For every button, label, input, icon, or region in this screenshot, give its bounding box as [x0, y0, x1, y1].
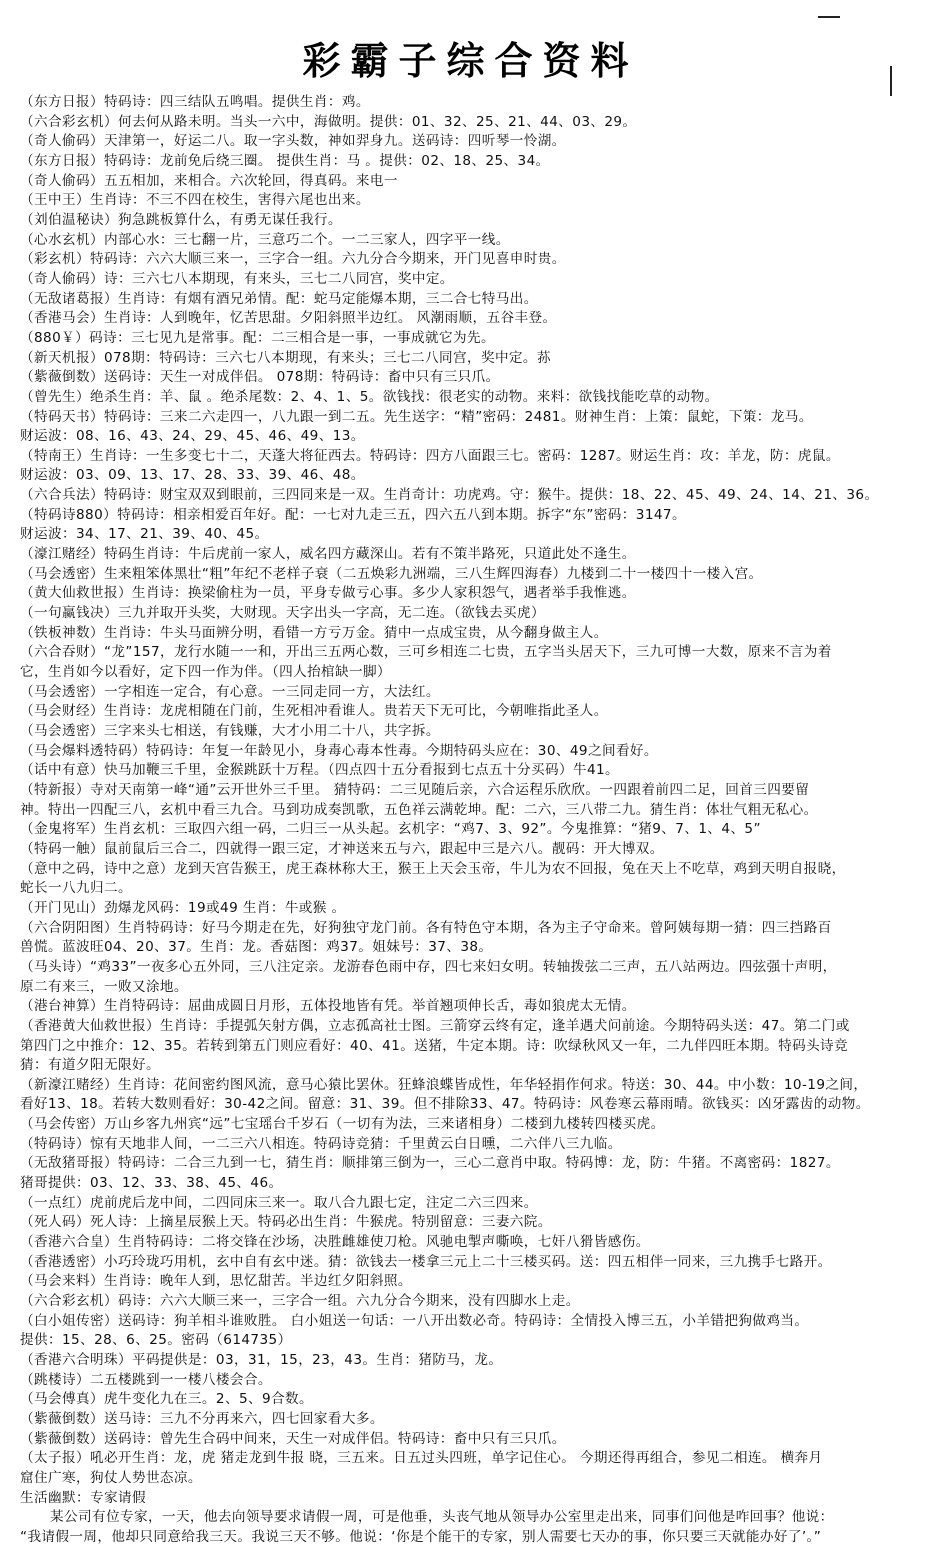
text-line: （特码诗880）特码诗：相亲相爱百年好。配：一七对九走三五，四六五八到本期。拆字“东”密码：3147。	[20, 506, 686, 523]
corner-mark	[818, 16, 840, 18]
text-line: （六合兵法）特码诗：财宝双双到眼前，三四同来是一双。生肖奇计：功虎鸡。守：猴牛。提供：18、22、45、49、24、14、21、36。	[20, 487, 879, 504]
text-line: 财运波：34、17、21、39、40、45。	[20, 526, 269, 543]
text-line: 生活幽默：专家请假	[20, 1489, 146, 1506]
text-line: （紫薇倒数）送码诗：曾先生合码中间来，天生一对成伴侣。特码诗：畜中只有三只爪。	[20, 1430, 566, 1447]
text-line: （马会透密）生来粗笨体黑壮“粗”年纪不老样子衰（二五焕彩九洲端，三八生辉四海春）九楼到二十一楼四十一楼入宫。	[20, 565, 763, 582]
text-line: （香港马会）生肖诗：人到晚年，忆苦思甜。夕阳斜照半边红。 风潮雨顺，五谷丰登。	[20, 310, 557, 327]
text-line: （马头诗）“鸡33”一夜多心五外同，三八注定亲。龙游春色雨中存，四七来妇女明。转轴拨弦二三声，五八站两边。四弦强十声明，	[20, 958, 837, 975]
text-line: （彩玄机）特码诗：六六大顺三来一，三字合一组。六九分合今期来，开门见喜申时贵。	[20, 251, 566, 268]
text-line: （六合阴阳图）生肖特码诗：好马今期走在先，好狗独守龙门前。各有特色守本期，各为主子守命来。曾阿姨每期一猜：四三挡路百	[20, 919, 832, 936]
text-line: （一句赢钱决）三九并取开头奖，大财现。天字出头一字高，无二连。（欲钱去买虎）	[20, 605, 545, 622]
document-title: 彩霸子综合资料	[302, 38, 639, 83]
text-line: （特码一触）鼠前鼠后三合二，四就得一跟三定，才神送来五与六，跟起中三是六八。靓码：开大博双。	[20, 840, 664, 857]
text-line: （特码诗）惊有天地非人间，一二三六八相连。特码诗竞猜：千里黄云白日曛，二六伴八三九临。	[20, 1135, 622, 1152]
text-line: （香港六合明珠）平码提供是：03，31，15，23，43。生肖：猪防马，龙。	[20, 1352, 503, 1368]
text-line: （马会传密）万山乡客九州宾“远”七宝瑶台千岁石（一切有为法，三来诸相身）二楼到九楼转四楼买虎。	[20, 1116, 665, 1133]
text-line: 提供：15、28、6、25。密码（614735）	[20, 1332, 292, 1349]
text-line: （金鬼将军）生肖玄机：三取四六组一码，二归三一从头起。玄机字：“鸡7、3、92”。今鬼推算：“猪9、7、1、4、5”	[20, 821, 761, 838]
text-line: （东方日报）特码诗：龙前免后绕三圈。 提供生肖：马 。提供：02、18、25、34。	[20, 152, 550, 169]
text-line: （铁板神数）生肖诗：牛头马面辨分明，看错一方亏万金。猜中一点成宝贵，从今翻身做主人。	[20, 624, 608, 641]
document-body	[20, 93, 925, 1548]
text-line: （曾先生）绝杀生肖：羊、鼠 。绝杀尾数：2、4、1、5。欲钱找：很老实的动物。来料：欲钱找能吃草的动物。	[20, 388, 719, 405]
text-line: （濠江赌经）特码生肖诗：牛后虎前一家人，威名四方藏深山。若有不策半路死，只道此处不逢生。	[20, 546, 636, 563]
text-line: （东方日报）特码诗：四三结队五鸣唱。提供生肖：鸡。	[20, 94, 370, 110]
text-line: 看好13、18。若转大数则看好：30-42之间。留意：31、39。但不排除33、47。特码诗：风卷寒云幕雨晴。欲钱买：凶牙露齿的动物。	[20, 1096, 870, 1113]
text-line: （开门见山）劲爆龙风码：19或49 生肖：牛或猴 。	[20, 899, 346, 916]
text-line: （太子报）吼必开生肖：龙，虎 猪走龙到牛报 晓，三五来。日五过头四班，单字记住心。 今期还得再组合，参见二相连。 横奔月	[20, 1450, 823, 1467]
text-line: （马会透密）一字相连一定合，有心意。一三同走同一方，大法红。	[20, 683, 440, 700]
text-line: （香港透密）小巧玲珑巧用机，玄中自有玄中迷。猜：欲钱去一楼拿三元上二十三楼买码。送：四五相伴一同来，三九携手七路开。	[20, 1253, 832, 1270]
text-line: （六合吞财）“龙”157，龙行水随一一和，开出三五两心数，三可乡相连二七贵，五字当头居天下，三九可博一大数，原来不言为着	[20, 644, 832, 661]
text-line: （新濠江赌经）生肖诗：花间密约图风流，意马心猿比罢休。狂蜂浪蝶皆成性，年华轻捐作何求。特送：30、44。中小数：10-19之间，	[20, 1076, 868, 1093]
text-line: （奇人偷码）天津第一，好运二八。取一字头数，神如羿身九。送码诗：四听琴一怜湖。	[20, 133, 566, 150]
text-line: 财运波：03、09、13、17、28、33、39、46、48。	[20, 467, 365, 484]
text-line: 窟住广寒，狗仗人势世态凉。	[20, 1469, 202, 1486]
text-line: （白小姐传密）送码诗：狗羊相斗谁败胜。 白小姐送一句话：一八开出数必奇。特码诗：全情投入博三五，小羊错把狗做鸡当。	[20, 1312, 809, 1329]
text-line: （香港黄大仙救世报）生肖诗：手提弧矢射方偶，立志孤高社士图。三箭穿云终有定，逢羊遇犬问前途。今期特码头送：47。第二门或	[20, 1017, 850, 1034]
text-line: （马会透密）三字来头七相送，有钱赚，大才小用二十八，共字拆。	[20, 723, 440, 739]
text-line: （奇人偷码）诗：三六七八本期现，有来头，三七二八同宫，奖中定。	[20, 270, 454, 287]
text-line: 蛇长一八九归二。	[20, 880, 132, 897]
text-line: （六合彩玄机）码诗：六六大顺三来一，三字合一组。六九分合今期来，没有四脚水上走。	[20, 1293, 580, 1310]
text-line: （马会爆料透特码）特码诗：年复一年龄见小，身毒心毒本性毒。今期特码头应在：30、49之间看好。	[20, 742, 658, 759]
text-line: （马会来料）生肖诗：晚年人到，思忆甜苦。半边红夕阳斜照。	[20, 1273, 412, 1290]
text-line: （无敌诸葛报）生肖诗：有烟有酒兄弟情。配：蛇马定能爆本期，三二合七特马出。	[20, 290, 538, 307]
text-line: （港台神算）生肖特码诗：屈曲成圆日月形，五体投地皆有凭。举首翘项伸长舌，毒如狼虎太无情。	[20, 998, 636, 1015]
text-line: 第四门之中推介：12、35。若转到第五门则应看好：40、41。送猪，牛定本期。诗：吹绿秋风又一年，二九伴四旺本期。特码头诗竞	[20, 1037, 849, 1054]
text-line: 神。特出一四配三八，玄机中看三九合。马到功成奏凯歌，五色祥云满乾坤。配：二六，三八带二九。猜生肖：体壮气粗无私心。	[20, 801, 818, 818]
text-line: （心水玄机）内部心水：三七翻一片，三意巧二个。一二三家人，四字平一线。	[20, 231, 510, 248]
text-line: （奇人偷码）五五相加，来相合。六次轮回，得真码。来电一	[20, 172, 398, 189]
text-line: 猪哥提供：03、12、33、38、45、46。	[20, 1175, 283, 1192]
text-line: （马会傅真）虎牛变化九在三。2、5、9合数。	[20, 1391, 314, 1408]
text-line: （死人码）死人诗：上摘星辰猴上天。特码必出生肖：牛猴虎。特别留意：三妻六院。	[20, 1214, 552, 1231]
text-line: （马会财经）生肖诗：龙虎相随在门前，生死相冲看谁人。贵若天下无可比，今朝唯指此圣人。	[20, 703, 608, 720]
text-line: 财运波：08、16、43、24、29、45、46、49、13。	[20, 428, 365, 445]
text-line: （香港六合皇）生肖特码诗：二将交锋在沙场，决胜雌雄使刀枪。风驰电掣声嘶唤，七奸八猾皆感伤。	[20, 1234, 650, 1251]
text-line: （话中有意）快马加鞭三千里，金猴跳跃十万程。（四点四十五分看报到七点五十分买码）牛41。	[20, 762, 620, 779]
text-line: （紫薇倒数）送码诗：天生一对成伴侣。 078期：特码诗：畜中只有三只爪。	[20, 369, 500, 386]
text-line: （特南王）生肖诗：一生多变七十二，天蓬大将征西去。特码诗：四方八面跟三七。密码：1287。财运生肖：攻：羊龙，防：虎鼠。	[20, 447, 840, 464]
text-line: （新天机报）078期：特码诗：三六七八本期现，有来头；三七二八同宫，奖中定。荪	[20, 349, 551, 366]
text-line: （王中王）生肖诗：不三不四在校生，害得六尾也出来。	[20, 192, 370, 209]
text-line: （特码天书）特码诗：三来二六走四一，八九跟一到二五。先生送字：“精”密码：2481。财神生肖：上策：鼠蛇，下策：龙马。	[20, 408, 813, 425]
text-line: （意中之码，诗中之意）龙到天宫告猴王，虎王森林称大王，猴王上天会玉帝，牛儿为农不回报，兔在天上不吃草，鸡到天明自报晓，	[20, 860, 846, 877]
text-line: （黄大仙救世报）生肖诗：换梁偷柱为一员，平身专做亏心事。多少人家积怨气，遇者举手我惟逃。	[20, 585, 636, 602]
text-line: 原二有来三，一败又涂地。	[20, 978, 188, 995]
text-line: （紫薇倒数）送马诗：三九不分再来六，四七回家看大多。	[20, 1410, 384, 1427]
text-line: （880￥）码诗：三七见九是常事。配：二三相合是一事，一事成就它为先。	[20, 329, 495, 346]
text-line: 猜：有道夕阳无限好。	[20, 1057, 160, 1074]
text-line: “我请假一周，他却只同意给我三天。我说三天不够。他说：‘你是个能干的专家，别人需要七天办的事，你只要三天就能办好了’。”	[20, 1528, 822, 1545]
text-line: （无敌猪哥报）特码诗：二合三九到一七，猜生肖：顺排第三倒为一，三心二意肖中取。特码博：龙，防：牛猪。不离密码：1827。	[20, 1155, 840, 1172]
text-line: 某公司有位专家，一天，他去向领导要求请假一周，可是他垂，头丧气地从领导办公室里走出来，同事们问他是咋回事？他说：	[50, 1509, 834, 1526]
text-line: 它，生肖如今以看好，定下四一作为伴。（四人抬棺缺一脚）	[20, 664, 392, 681]
text-line: 兽慌。蓝波旺04、20、37。生肖：龙。香菇图：鸡37。姐妹号：37、38。	[20, 939, 493, 956]
text-line: （刘伯温秘诀）狗急跳板算什么，有勇无谋任我行。	[20, 211, 342, 228]
text-line: （一点红）虎前虎后龙中间，二四同床三来一。取八合九跟七定，注定二六三四来。	[20, 1194, 538, 1211]
text-line: （跳楼诗）二五楼跳到一一楼八楼会合。	[20, 1371, 272, 1388]
text-line: （特新报）寺对天南第一峰“通”云开世外三千里。 猜特码：二三见随后亲，六合运程乐欣欣。一四跟着前四二足，回首三四要留	[20, 781, 810, 798]
text-line: （六合彩玄机）何去何从路未明。当头一六中，海做明。提供：01、32、25、21、44、03、29。	[20, 113, 637, 130]
